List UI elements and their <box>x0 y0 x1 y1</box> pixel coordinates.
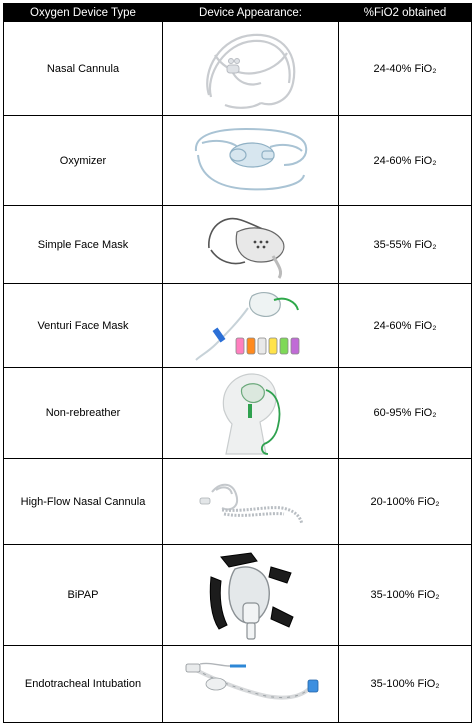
device-name: High-Flow Nasal Cannula <box>4 459 163 545</box>
device-name: Oxymizer <box>4 116 163 206</box>
table-row <box>4 284 472 368</box>
device-appearance-cell <box>163 368 339 459</box>
device-appearance-cell <box>163 284 339 368</box>
table-row <box>4 206 472 284</box>
device-name: Simple Face Mask <box>4 206 163 284</box>
fio2-value: 24-60% FiO₂ <box>339 284 472 368</box>
fio2-value: 24-40% FiO₂ <box>339 22 472 116</box>
table-row <box>4 368 472 459</box>
device-appearance-cell <box>163 459 339 545</box>
device-name: BiPAP <box>4 545 163 646</box>
device-appearance-cell <box>163 22 339 116</box>
device-appearance-cell <box>163 646 339 723</box>
venturi-mask-image <box>186 286 316 366</box>
table-row <box>4 459 472 545</box>
high-flow-cannula-image <box>186 472 316 532</box>
fio2-value: 20-100% FiO₂ <box>339 459 472 545</box>
table-row <box>4 22 472 116</box>
simple-face-mask-image <box>201 208 301 282</box>
device-name: Non-rebreather <box>4 368 163 459</box>
fio2-value: 35-100% FiO₂ <box>339 646 472 723</box>
endotracheal-tube-image <box>176 654 326 714</box>
fio2-value: 35-55% FiO₂ <box>339 206 472 284</box>
table-row <box>4 545 472 646</box>
header-fio2-obtained: %FiO2 obtained <box>339 4 472 22</box>
bipap-mask-image <box>201 547 301 643</box>
header-device-appearance: Device Appearance: <box>163 4 339 22</box>
table-row <box>4 116 472 206</box>
fio2-value: 35-100% FiO₂ <box>339 545 472 646</box>
device-name: Nasal Cannula <box>4 22 163 116</box>
oxygen-device-table <box>3 3 472 723</box>
nasal-cannula-image <box>191 25 311 113</box>
fio2-value: 60-95% FiO₂ <box>339 368 472 459</box>
table-header-row <box>4 4 472 22</box>
device-appearance-cell <box>163 545 339 646</box>
fio2-value: 24-60% FiO₂ <box>339 116 472 206</box>
device-appearance-cell <box>163 116 339 206</box>
non-rebreather-image <box>206 370 296 456</box>
header-device-type: Oxygen Device Type <box>4 4 163 22</box>
device-name: Endotracheal Intubation <box>4 646 163 723</box>
table-row <box>4 646 472 723</box>
device-name: Venturi Face Mask <box>4 284 163 368</box>
device-appearance-cell <box>163 206 339 284</box>
oxymizer-image <box>186 121 316 201</box>
